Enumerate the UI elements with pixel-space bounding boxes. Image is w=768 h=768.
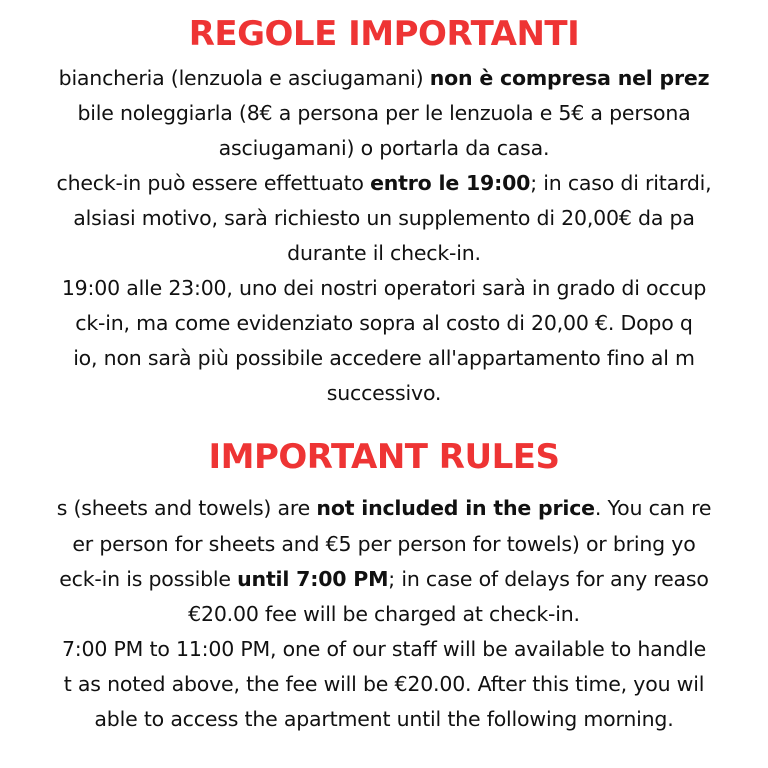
italian-rule-line	[0, 236, 768, 270]
line-text: 7:00 PM to 11:00 PM, one of our staff will be available to handle	[61, 637, 707, 661]
line-text: . You can re	[594, 496, 712, 520]
line-text: durante il check-in.	[287, 241, 481, 265]
italian-rule-line	[0, 271, 768, 305]
line-text: er person for sheets and €5 per person for towels) or bring yo	[72, 532, 696, 556]
line-text: able to access the apartment until the following morning.	[94, 707, 674, 731]
line-bold-text: non è compresa nel prez	[429, 66, 710, 90]
line-text: t as noted above, the fee will be €20.00. After this time, you wil	[63, 672, 705, 696]
english-rule-line	[0, 702, 768, 736]
italian-rule-line	[0, 201, 768, 235]
italian-rule-line	[0, 306, 768, 340]
english-rule-line	[0, 632, 768, 666]
line-text: s (sheets and towels) are	[56, 496, 317, 520]
line-text: check-in può essere effettuato	[56, 171, 371, 195]
english-rule-line	[0, 667, 768, 701]
italian-rule-line	[0, 376, 768, 410]
italian-rules-title: REGOLE IMPORTANTI	[188, 14, 580, 54]
line-text: successivo.	[326, 381, 442, 405]
line-bold-text: entro le 19:00	[370, 171, 531, 195]
line-text: io, non sarà più possibile accedere all'appartamento fino al m	[73, 346, 695, 370]
italian-rule-line	[0, 341, 768, 375]
line-bold-text: not included in the price	[316, 496, 595, 520]
line-bold-text: until 7:00 PM	[237, 567, 389, 591]
italian-rule-line	[0, 61, 768, 95]
line-text: alsiasi motivo, sarà richiesto un supplemento di 20,00€ da pa	[73, 206, 695, 230]
line-text: eck-in is possible	[59, 567, 238, 591]
line-text: ; in case of delays for any reaso	[388, 567, 709, 591]
italian-rule-line	[0, 166, 768, 200]
line-text: ck-in, ma come evidenziato sopra al costo di 20,00 €. Dopo q	[75, 311, 693, 335]
italian-rule-line	[0, 96, 768, 130]
italian-rule-line	[0, 131, 768, 165]
line-text: asciugamani) o portarla da casa.	[218, 136, 550, 160]
english-rules-title: IMPORTANT RULES	[208, 437, 560, 477]
line-text: €20.00 fee will be charged at check-in.	[188, 602, 580, 626]
line-text: 19:00 alle 23:00, uno dei nostri operatori sarà in grado di occup	[61, 276, 707, 300]
line-text: bile noleggiarla (8€ a persona per le lenzuola e 5€ a persona	[77, 101, 691, 125]
english-rule-line	[0, 527, 768, 561]
english-rule-line	[0, 597, 768, 631]
english-rule-line	[0, 491, 768, 525]
english-rule-line	[0, 562, 768, 596]
line-text: biancheria (lenzuola e asciugamani)	[58, 66, 430, 90]
line-text: ; in caso di ritardi,	[530, 171, 712, 195]
